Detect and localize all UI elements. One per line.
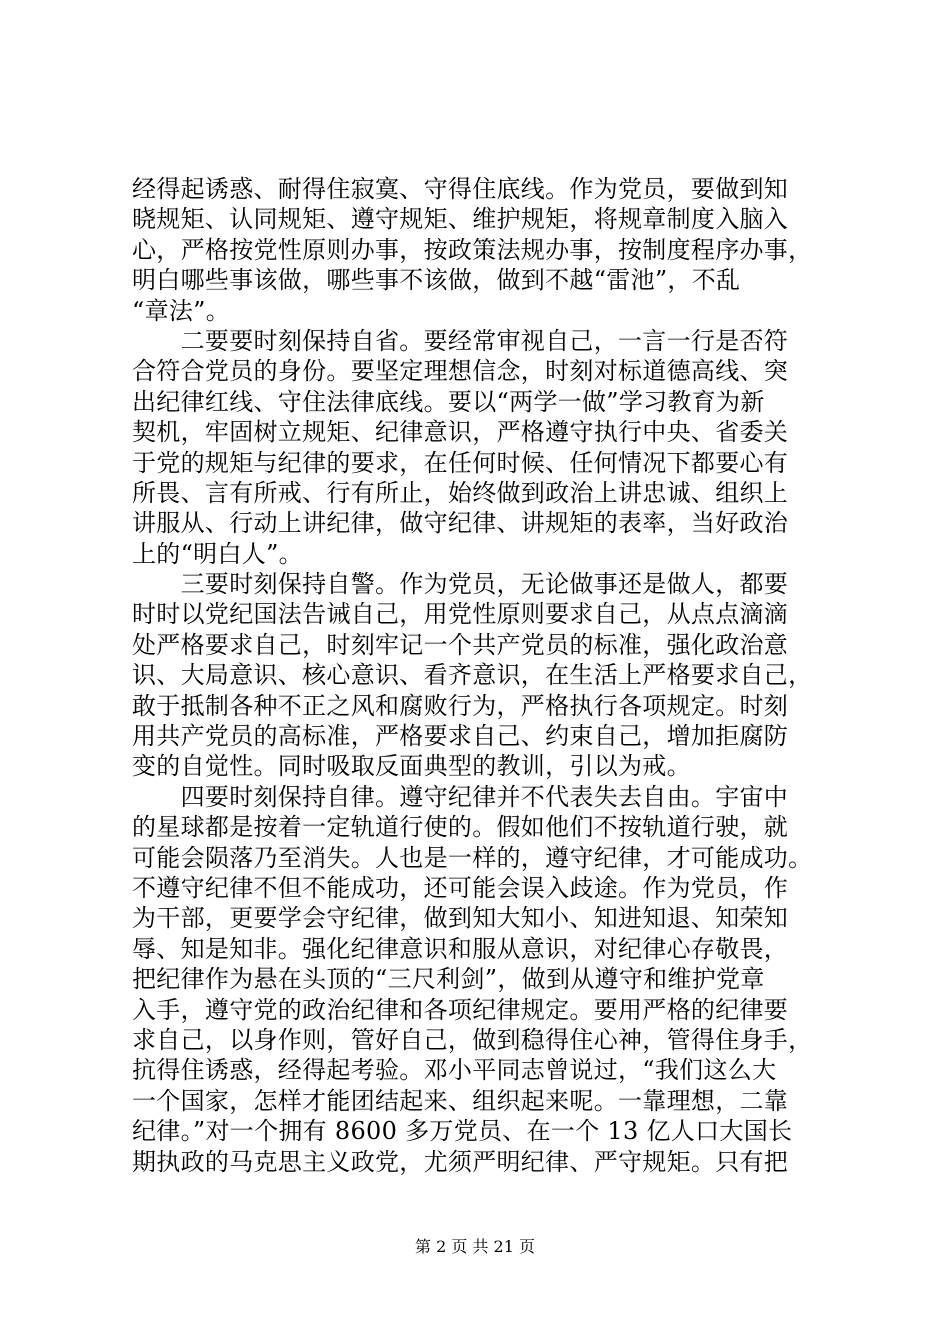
text-line: 讲服从、行动上讲纪律，做守纪律、讲规矩的表率，当好政治 (132, 509, 789, 538)
text-line: 可能会陨落乃至消失。人也是一样的，遵守纪律，才可能成功。 (132, 843, 813, 872)
text-line: 二要要时刻保持自省。要经常审视自己，一言一行是否符 (132, 326, 789, 355)
text-line: 心，严格按党性原则办事，按政策法规办事，按制度程序办事， (132, 235, 813, 264)
text-line: 抗得住诱惑，经得起考验。邓小平同志曾说过，“我们这么大 (132, 1056, 777, 1085)
text-line: 晓规矩、认同规矩、遵守规矩、维护规矩，将规章制度入脑入 (132, 205, 789, 234)
text-line: 纪律。”对一个拥有 8600 多万党员、在一个 13 亿人口大国长 (132, 1117, 793, 1146)
text-line: 变的自觉性。同时吸取反面典型的教训，引以为戒。 (132, 752, 691, 781)
text-line: 辱、知是知非。强化纪律意识和服从意识，对纪律心存敬畏， (132, 934, 789, 963)
text-line: 经得起诱惑、耐得住寂寞、守得住底线。作为党员，要做到知 (132, 175, 789, 203)
text-line: 为干部，更要学会守纪律，做到知大知小、知进知退、知荣知 (132, 904, 789, 933)
text-line: 明白哪些事该做，哪些事不该做，做到不越“雷池”，不乱 (132, 266, 741, 295)
text-line: 入手，遵守党的政治纪律和各项纪律规定。要用严格的纪律要 (132, 995, 789, 1024)
text-line: 上的“明白人”。 (132, 539, 303, 568)
text-line: 用共产党员的高标准，严格要求自己、约束自己，增加拒腐防 (132, 722, 789, 751)
text-line: 期执政的马克思主义政党，尤须严明纪律、严守规矩。只有把 (132, 1147, 789, 1176)
text-line: 契机，牢固树立规矩、纪律意识，严格遵守执行中央、省委关 (132, 418, 789, 447)
text-line: 的星球都是按着一定轨道行使的。假如他们不按轨道行驶，就 (132, 813, 789, 842)
text-line: 所畏、言有所戒、行有所止，始终做到政治上讲忠诚、组织上 (132, 478, 789, 507)
page-number-footer: 第 2 页 共 21 页 (415, 1237, 535, 1256)
text-line: 敢于抵制各种不正之风和腐败行为，严格执行各项规定。时刻 (132, 691, 789, 720)
text-line: 把纪律作为悬在头顶的“三尺利剑”，做到从遵守和维护党章 (132, 965, 765, 994)
text-line: 处严格要求自己，时刻牢记一个共产党员的标准，强化政治意 (132, 630, 789, 659)
text-line: 出纪律红线、守住法律底线。要以“两学一做”学习教育为新 (132, 387, 765, 416)
text-line: 求自己，以身作则，管好自己，做到稳得住心神，管得住身手， (132, 1025, 813, 1054)
text-line: 合符合党员的身份。要坚定理想信念，时刻对标道德高线、突 (132, 357, 789, 386)
text-line: 四要时刻保持自律。遵守纪律并不代表失去自由。宇宙中 (132, 782, 789, 811)
text-line: 三要时刻保持自警。作为党员，无论做事还是做人，都要 (132, 570, 789, 599)
text-line: 时时以党纪国法告诫自己，用党性原则要求自己，从点点滴滴 (132, 600, 789, 629)
document-body (132, 174, 832, 1177)
text-line: 于党的规矩与纪律的要求，在任何时候、任何情况下都要心有 (132, 448, 789, 477)
text-line: 不遵守纪律不但不能成功，还可能会误入歧途。作为党员，作 (132, 873, 789, 902)
text-line: “章法”。 (132, 296, 231, 325)
text-line: 一个国家，怎样才能团结起来、组织起来呢。一靠理想，二靠 (132, 1086, 789, 1115)
text-line: 识、大局意识、核心意识、看齐意识，在生活上严格要求自己， (132, 661, 813, 690)
